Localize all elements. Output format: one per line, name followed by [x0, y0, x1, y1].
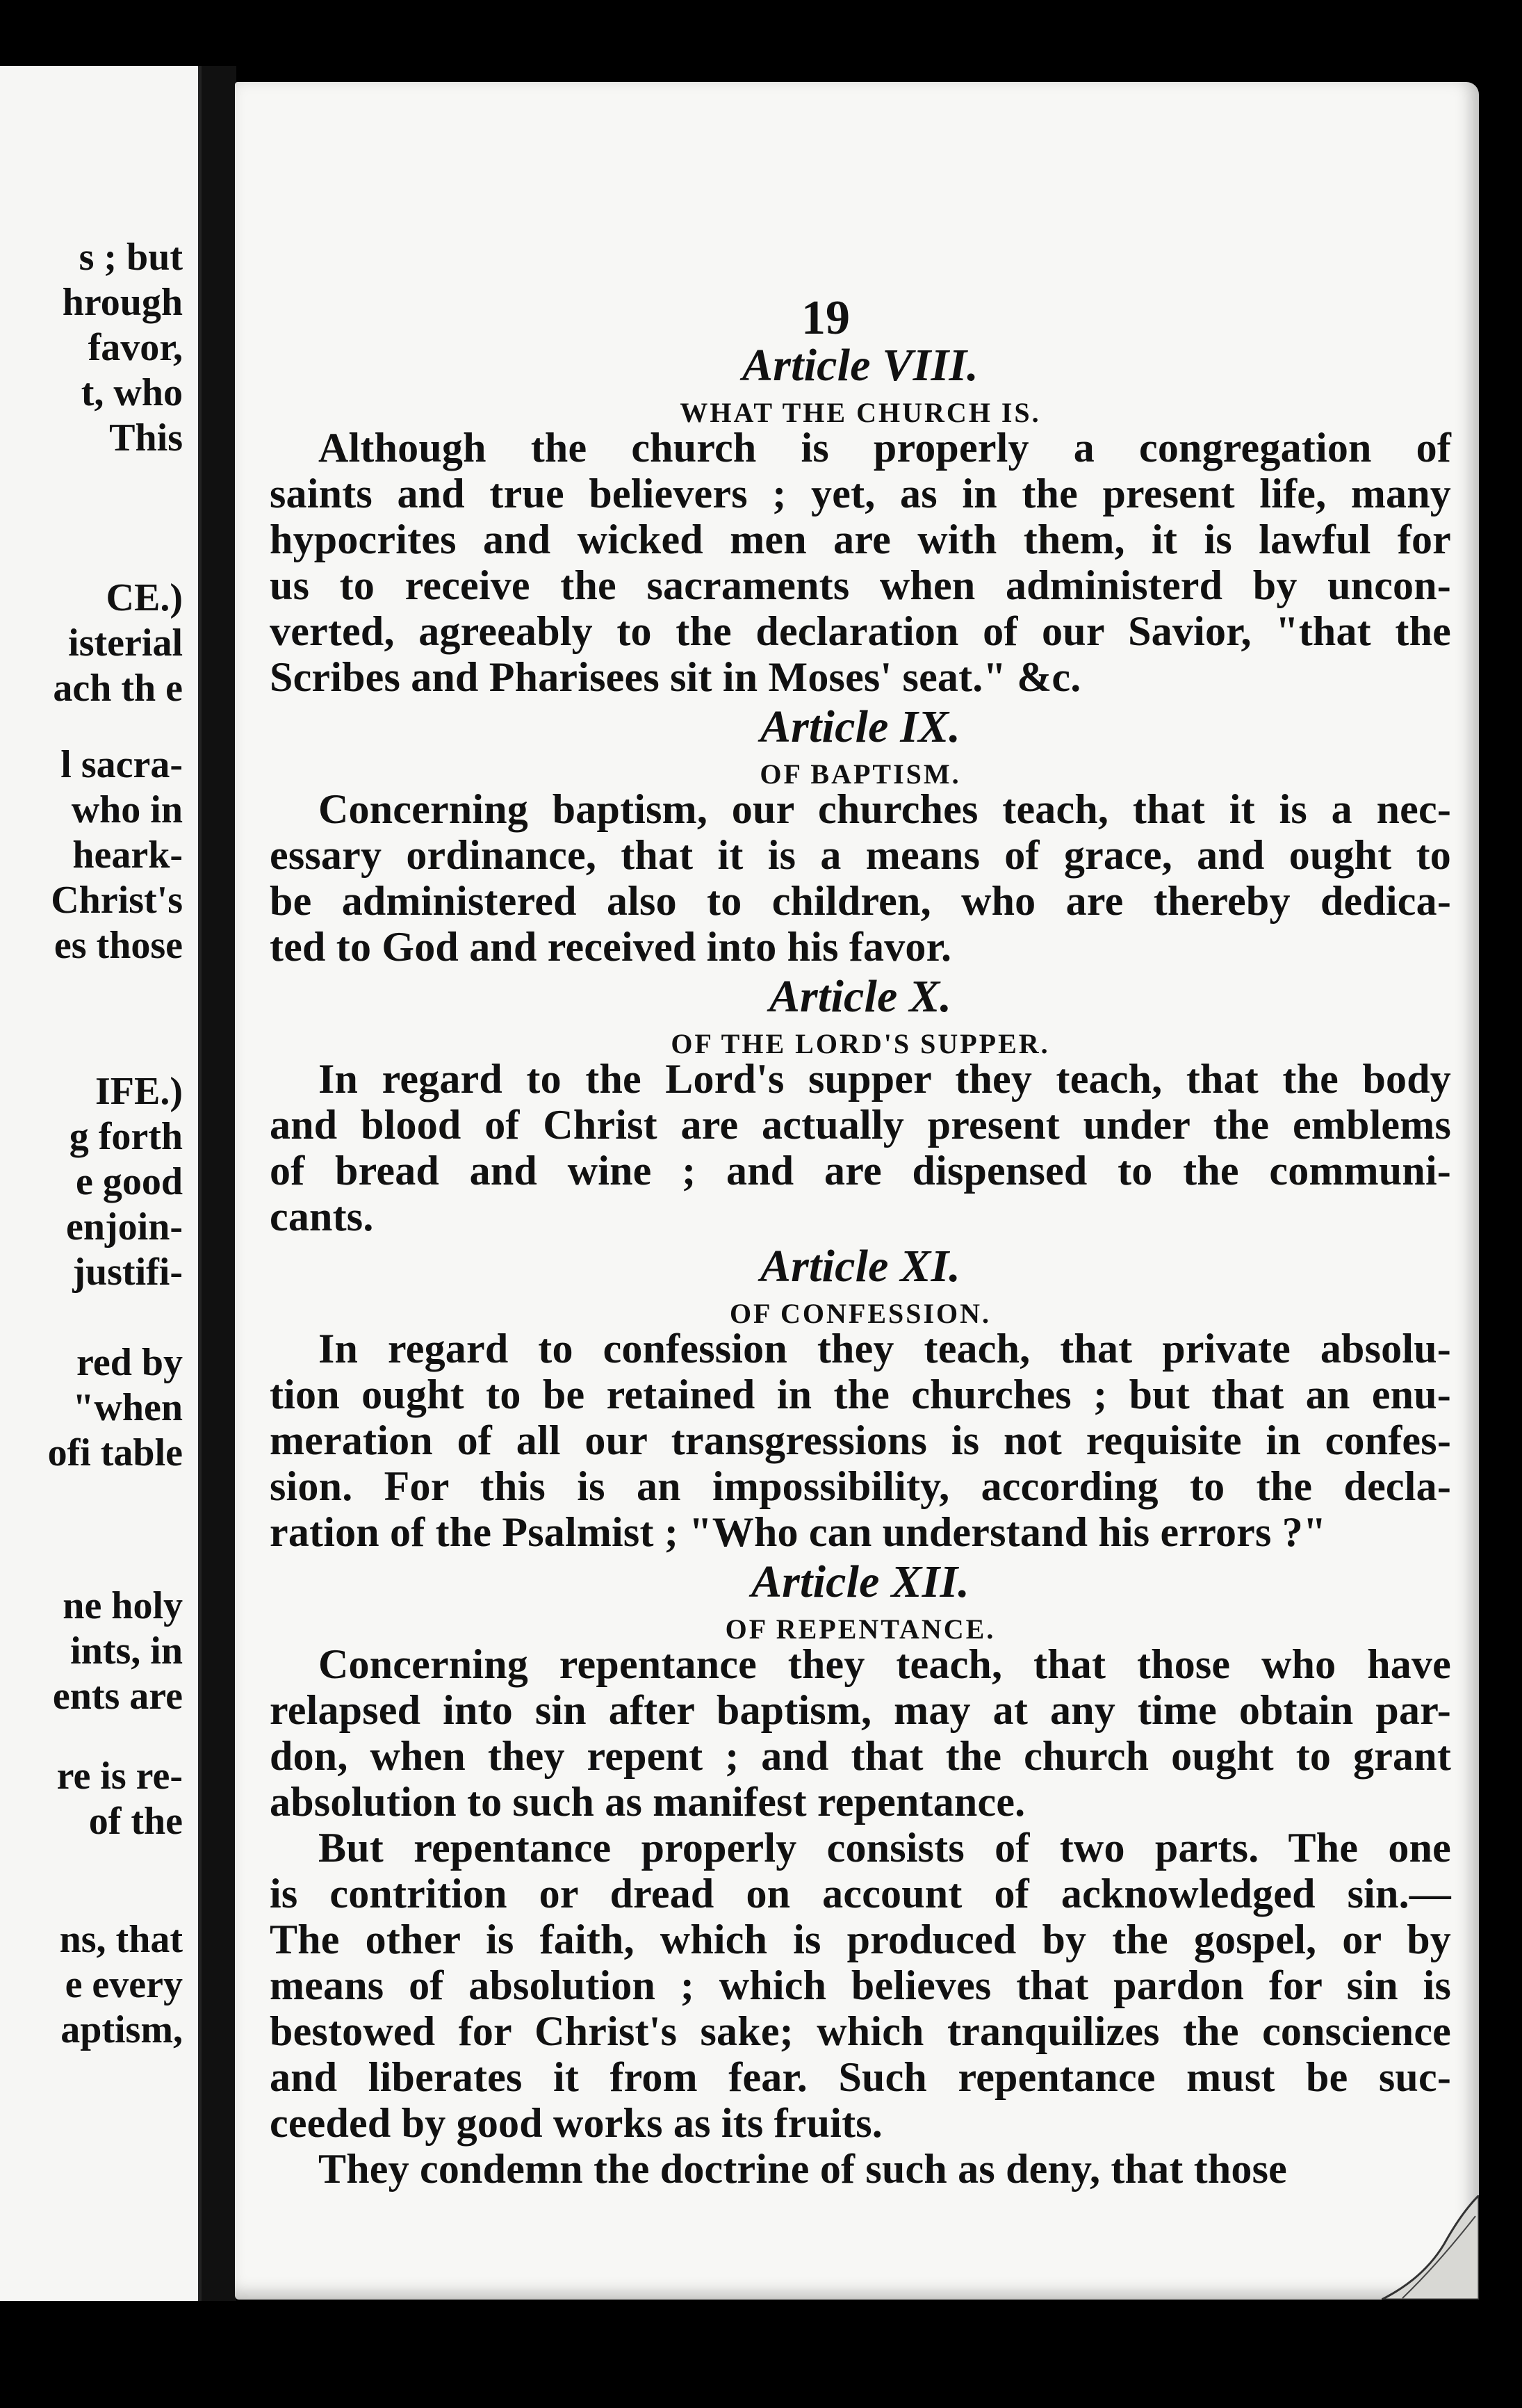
body-text-line: Scribes and Pharisees sit in Moses' seat." &c. [270, 654, 1081, 700]
left-page-line: e every [65, 1963, 183, 2006]
left-page-line: favor, [88, 326, 183, 369]
body-text-line: ration of the Psalmist ; "Who can understand his errors ?" [270, 1509, 1327, 1555]
section-heading: OF CONFESSION. [729, 1298, 992, 1329]
body-text-line: saints and true believers ; yet, as in the present life, many [270, 471, 1451, 516]
left-page-line: t, who [81, 371, 183, 414]
left-page-line: e good [76, 1160, 183, 1203]
body-text-line: and blood of Christ are actually present under the emblems [270, 1102, 1451, 1148]
body-text-line: and liberates it from fear. Such repentance must be suc- [270, 2054, 1451, 2100]
body-text-line: They condemn the doctrine of such as deny, that those [318, 2146, 1287, 2192]
body-text-line: means of absolution ; which believes that pardon for sin is [270, 1962, 1451, 2008]
body-text-line: be administered also to children, who are thereby dedica- [270, 878, 1451, 924]
body-text-line: In regard to the Lord's supper they teach, that the body [318, 1056, 1451, 1102]
left-page-line: IFE.) [95, 1070, 183, 1113]
left-page-line: "when [72, 1386, 183, 1429]
left-page-line: Christ's [51, 879, 183, 922]
page-corner-curl [1382, 2195, 1479, 2300]
section-heading: OF THE LORD'S SUPPER. [671, 1028, 1050, 1059]
left-page-line: justifi- [72, 1251, 183, 1294]
body-text-line: is contrition or dread on account of acknowledged sin.— [270, 1871, 1451, 1917]
body-text-line: ceeded by good works as its fruits. [270, 2100, 883, 2146]
body-text-line: Although the church is properly a congregation of [318, 425, 1451, 471]
article-title: Article XI. [760, 1241, 961, 1292]
body-text-line: essary ordinance, that it is a means of grace, and ought to [270, 832, 1451, 878]
section-heading: OF BAPTISM. [760, 758, 961, 790]
left-page-line: hrough [62, 281, 183, 324]
body-text-line: cants. [270, 1194, 374, 1239]
left-page-line: ints, in [70, 1629, 183, 1673]
body-text-line: hypocrites and wicked men are with them, it is lawful for [270, 516, 1451, 562]
body-text-line: tion ought to be retained in the churches ; but that an enu- [270, 1372, 1451, 1417]
left-page-line: aptism, [60, 2008, 183, 2051]
left-page-line: ns, that [59, 1918, 183, 1961]
section-heading: WHAT THE CHURCH IS. [680, 397, 1041, 428]
body-text-line: don, when they repent ; and that the church ought to grant [270, 1733, 1451, 1779]
body-text-line: In regard to confession they teach, that private absolu- [318, 1326, 1451, 1372]
left-page-line: isterial [68, 621, 183, 665]
article-title: Article VIII. [742, 340, 979, 391]
left-page-line: enjoin- [66, 1205, 183, 1248]
left-page-line: ents are [52, 1675, 183, 1718]
left-page-line: ofi table [47, 1431, 183, 1474]
body-text-line: bestowed for Christ's sake; which tranquilizes the conscience [270, 2008, 1451, 2054]
body-text-line: Concerning repentance they teach, that those who have [318, 1641, 1451, 1687]
left-page-line: of the [88, 1800, 183, 1843]
left-page-line: es those [54, 924, 183, 967]
left-page-line: ne holy [63, 1584, 183, 1627]
body-text-line: But repentance properly consists of two parts. The one [318, 1825, 1451, 1871]
left-page-line: who in [71, 788, 183, 831]
article-title: Article X. [769, 971, 952, 1022]
left-page-line: This [109, 416, 183, 459]
body-text-line: verted, agreeably to the declaration of our Savior, "that the [270, 608, 1451, 654]
body-text-line: absolution to such as manifest repentance. [270, 1779, 1026, 1825]
article-title: Article IX. [760, 701, 961, 752]
body-text-line: ted to God and received into his favor. [270, 924, 952, 970]
body-text-line: The other is faith, which is produced by the gospel, or by [270, 1917, 1451, 1962]
body-text-line: relapsed into sin after baptism, may at any time obtain par- [270, 1687, 1451, 1733]
body-text-line: Concerning baptism, our churches teach, that it is a nec- [318, 786, 1451, 832]
body-text-line: us to receive the sacraments when administerd by uncon- [270, 562, 1451, 608]
left-page-line: re is re- [56, 1755, 183, 1798]
body-text-line: sion. For this is an impossibility, according to the decla- [270, 1463, 1451, 1509]
left-page-line: heark- [72, 833, 183, 877]
left-page-line: s ; but [79, 236, 183, 279]
body-text-line: meration of all our transgressions is not requisite in confes- [270, 1417, 1451, 1463]
book-gutter [202, 66, 236, 2301]
right-page [235, 82, 1479, 2300]
left-page-line: red by [76, 1341, 183, 1384]
article-title: Article XII. [751, 1556, 970, 1607]
section-heading: OF REPENTANCE. [725, 1613, 996, 1645]
body-text-line: of bread and wine ; and are dispensed to the communi- [270, 1148, 1451, 1194]
page-number: 19 [801, 291, 850, 345]
left-page-fragment [0, 66, 202, 2301]
left-page-line: CE.) [106, 576, 183, 619]
left-page-line: l sacra- [60, 743, 183, 786]
left-page-line: ach th e [53, 667, 183, 710]
left-page-line: g forth [69, 1115, 183, 1158]
